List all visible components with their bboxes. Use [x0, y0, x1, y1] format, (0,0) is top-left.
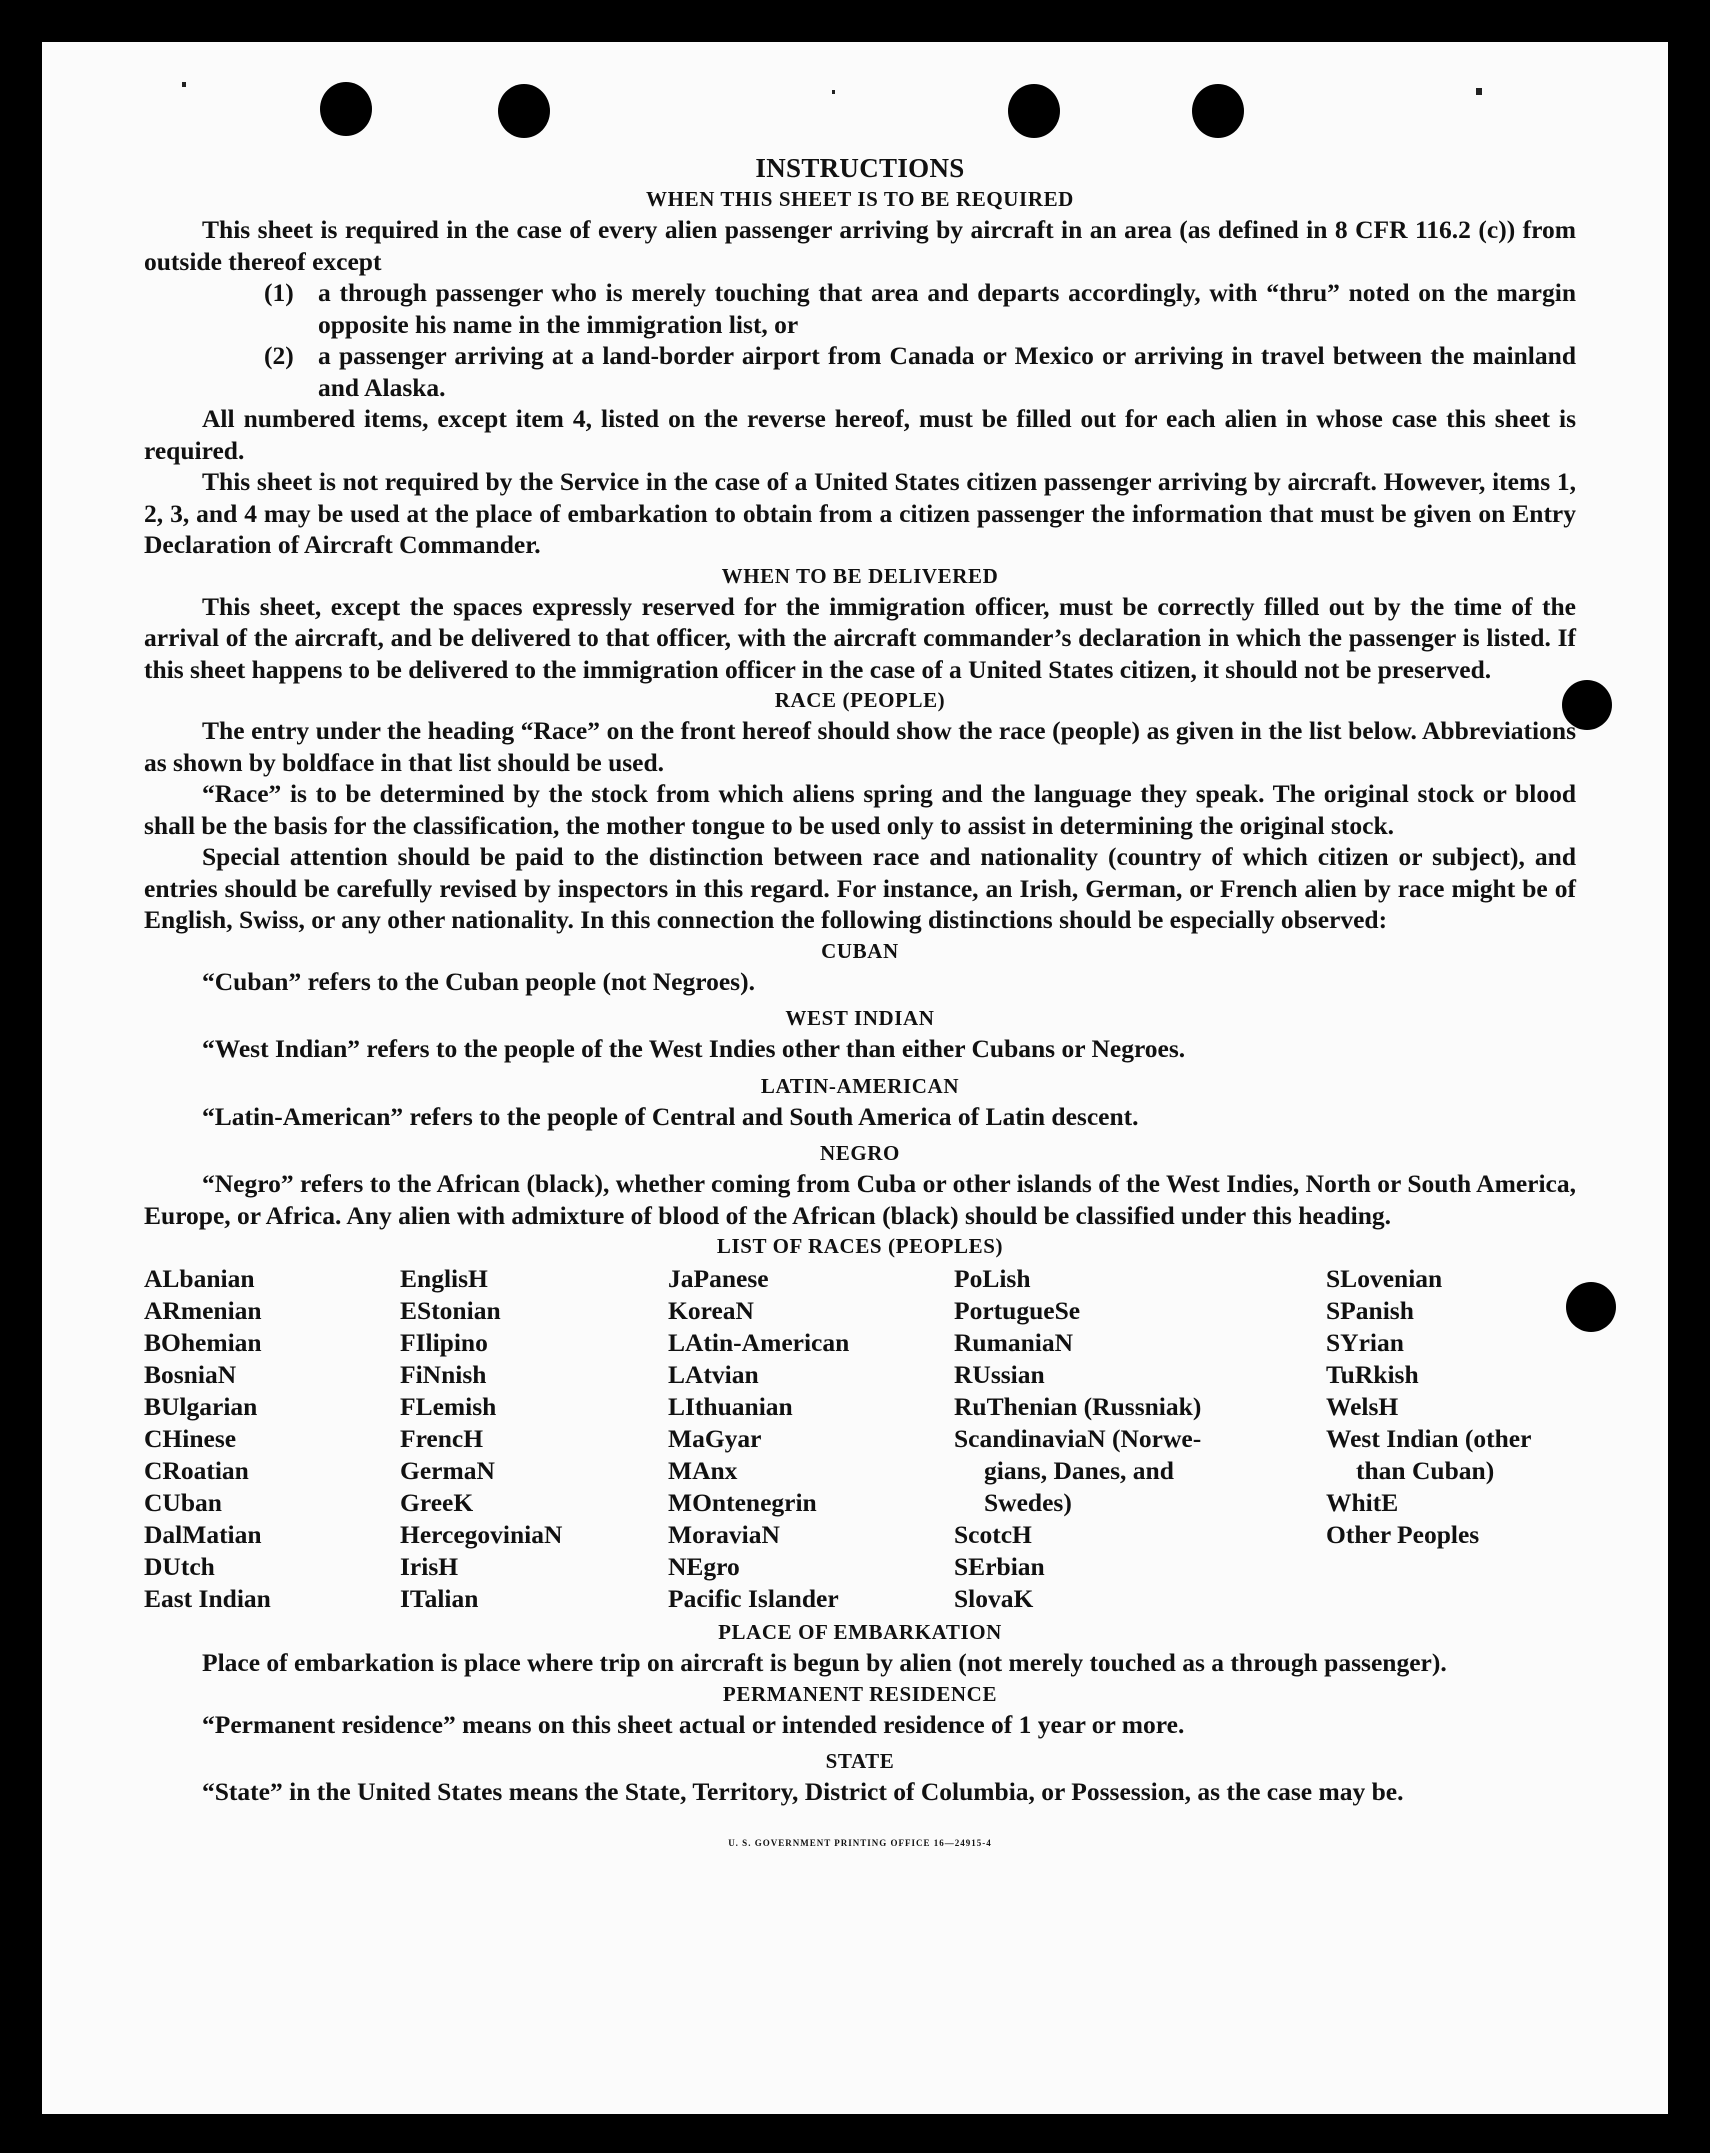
race-item: GreeK — [400, 1488, 474, 1517]
race-item: CUban — [144, 1488, 222, 1517]
race-item: West Indian (other — [1326, 1424, 1532, 1453]
race-item: Other Peoples — [1326, 1520, 1480, 1549]
paragraph: “Latin-American” refers to the people of Central and South America of Latin descent. — [202, 1101, 1139, 1131]
race-item: WhitE — [1326, 1488, 1399, 1517]
race-item: PoLish — [954, 1264, 1031, 1293]
race-item: Swedes) — [984, 1488, 1072, 1517]
race-column — [400, 1263, 668, 1615]
speck — [182, 82, 186, 87]
race-item: WelsH — [1326, 1392, 1399, 1421]
race-item: BOhemian — [144, 1328, 262, 1357]
race-item: DalMatian — [144, 1520, 262, 1549]
instructions-body — [144, 152, 1576, 1859]
item-text: a through passenger who is merely touching that area and departs accordingly, with “thru” noted on the margin opposite his name in the immigration list, or — [318, 278, 1576, 339]
race-item: RumaniaN — [954, 1328, 1074, 1357]
race-item: CRoatian — [144, 1456, 249, 1485]
punch-hole — [1008, 84, 1060, 138]
speck — [832, 90, 835, 94]
race-item: ScandinaviaN (Norwe- — [954, 1424, 1202, 1453]
section-heading: WHEN TO BE DELIVERED — [721, 563, 999, 588]
race-item: FIlipino — [400, 1328, 488, 1357]
section-heading: CUBAN — [821, 938, 899, 963]
item-number: (2) — [264, 341, 294, 370]
paragraph: “West Indian” refers to the people of the West Indies other than either Cubans or Negroes. — [202, 1034, 1186, 1063]
race-item: gians, Danes, and — [984, 1456, 1174, 1485]
paragraph: “Negro” refers to the African (black), whether coming from Cuba or other islands of the West Indies, North or South America, Europe, or Africa. Any alien with admixture of blood of the African (black) should be classified under this heading. — [144, 1169, 1576, 1230]
list-item — [144, 277, 1576, 340]
paragraph: The entry under the heading “Race” on the front hereof should show the race (people) as given in the list below. Abbreviations as shown by boldface in that list should be used. — [144, 716, 1576, 777]
race-item: LAtin-American — [668, 1328, 850, 1357]
race-item: SLovenian — [1326, 1264, 1443, 1293]
race-item: SErbian — [954, 1552, 1045, 1581]
race-item: DUtch — [144, 1552, 215, 1581]
race-item: KoreaN — [668, 1296, 754, 1325]
race-item: MAnx — [668, 1456, 738, 1485]
printer-imprint: U. S. GOVERNMENT PRINTING OFFICE 16—24915-4 — [728, 1837, 992, 1848]
race-item: ARmenian — [144, 1296, 262, 1325]
item-text: a passenger arriving at a land-border airport from Canada or Mexico or arriving in travel between the mainland and Alaska. — [318, 341, 1576, 402]
paragraph: This sheet, except the spaces expressly reserved for the immigration officer, must be correctly filled out by the time of the arrival of the aircraft, and be delivered to that officer, with the aircraft commander’s declaration in which the passenger is listed. If this sheet happens to be delivered to the immigration officer in the case of a United States citizen, it should not be preserved. — [144, 591, 1576, 684]
race-item: BosniaN — [144, 1360, 237, 1389]
race-item: ScotcH — [954, 1520, 1032, 1549]
race-item: SYrian — [1326, 1328, 1404, 1357]
race-item: SlovaK — [954, 1584, 1034, 1613]
race-item: MoraviaN — [668, 1520, 780, 1549]
race-list — [144, 1263, 1576, 1615]
paragraph: “Permanent residence” means on this sheet actual or intended residence of 1 year or more. — [202, 1709, 1185, 1739]
list-item — [144, 340, 1576, 403]
race-item: FrencH — [400, 1424, 484, 1453]
paragraph: “Cuban” refers to the Cuban people (not Negroes). — [202, 966, 755, 996]
paragraph: “Race” is to be determined by the stock from which aliens spring and the language they speak. The original stock or blood shall be the basis for the classification, the mother tongue to be used only to assist in determining the original stock. — [144, 779, 1576, 840]
race-item: ALbanian — [144, 1264, 255, 1293]
section-heading: PLACE OF EMBARKATION — [718, 1620, 1002, 1644]
item-number: (1) — [264, 278, 294, 307]
paragraph: Special attention should be paid to the distinction between race and nationality (country of which citizen or subject), and entries should be carefully revised by inspectors in this regard. For instance, an Irish, German, or French alien by race might be of English, Swiss, or any other nationality. In this connection the following distinctions should be especially observed: — [144, 842, 1576, 934]
punch-hole — [320, 82, 372, 136]
document-page — [42, 42, 1668, 2114]
race-item: Pacific Islander — [668, 1584, 839, 1613]
race-item: PortugueSe — [954, 1296, 1081, 1325]
race-column — [668, 1263, 954, 1615]
race-item: RUssian — [954, 1360, 1045, 1389]
section-heading: NEGRO — [819, 1141, 900, 1165]
paragraph: This sheet is not required by the Service in the case of a United States citizen passenger arriving by aircraft. However, items 1, 2, 3, and 4 may be used at the place of embarkation to obtain from a citizen passenger the information that must be given on Entry Declaration of Aircraft Commander. — [144, 467, 1576, 559]
race-item: RuThenian (Russniak) — [954, 1392, 1202, 1421]
paragraph: This sheet is required in the case of every alien passenger arriving by aircraft in an area (as defined in 8 CFR 116.2 (c)) from outside thereof except — [144, 215, 1576, 276]
section-heading: WEST INDIAN — [785, 1006, 935, 1030]
race-item: FLemish — [400, 1392, 497, 1421]
section-heading: RACE (PEOPLE) — [774, 688, 946, 712]
section-heading: LATIN-AMERICAN — [760, 1073, 960, 1098]
race-item: BUlgarian — [144, 1392, 258, 1421]
paragraph: Place of embarkation is place where trip on aircraft is begun by alien (not merely touched as a through passenger). — [202, 1648, 1447, 1677]
section-heading: WHEN THIS SHEET IS TO BE REQUIRED — [646, 187, 1074, 211]
race-item: NEgro — [668, 1552, 740, 1581]
race-item: JaPanese — [668, 1264, 769, 1293]
section-heading: PERMANENT RESIDENCE — [722, 1681, 998, 1706]
punch-hole — [1192, 84, 1244, 138]
race-item: SPanish — [1326, 1296, 1414, 1325]
race-item: IrisH — [400, 1552, 459, 1581]
race-item: GermaN — [400, 1456, 495, 1485]
race-item: LIthuanian — [668, 1392, 793, 1421]
race-column — [1326, 1263, 1576, 1615]
race-item: CHinese — [144, 1424, 237, 1453]
race-item: ITalian — [400, 1584, 479, 1613]
race-item: MaGyar — [668, 1424, 762, 1453]
speck — [1476, 88, 1482, 95]
paragraph: “State” in the United States means the State, Territory, District of Columbia, or Possession, as the case may be. — [202, 1777, 1404, 1806]
race-item: MOntenegrin — [668, 1488, 817, 1517]
race-item: HercegoviniaN — [400, 1520, 563, 1549]
section-heading: LIST OF RACES (PEOPLES) — [716, 1234, 1004, 1258]
section-heading: STATE — [825, 1749, 895, 1773]
punch-hole — [498, 84, 550, 138]
paragraph: All numbered items, except item 4, listed on the reverse hereof, must be filled out for each alien in whose case this sheet is required. — [144, 404, 1576, 465]
race-column — [954, 1263, 1326, 1615]
race-item: than Cuban) — [1356, 1456, 1495, 1485]
race-item: EnglisH — [400, 1264, 488, 1293]
race-item: LAtvian — [668, 1360, 759, 1389]
race-item: FiNnish — [400, 1360, 487, 1389]
race-item: East Indian — [144, 1584, 271, 1613]
page-title: INSTRUCTIONS — [755, 153, 965, 183]
race-item: EStonian — [400, 1296, 501, 1325]
race-item: TuRkish — [1326, 1360, 1419, 1389]
race-column — [144, 1263, 400, 1615]
